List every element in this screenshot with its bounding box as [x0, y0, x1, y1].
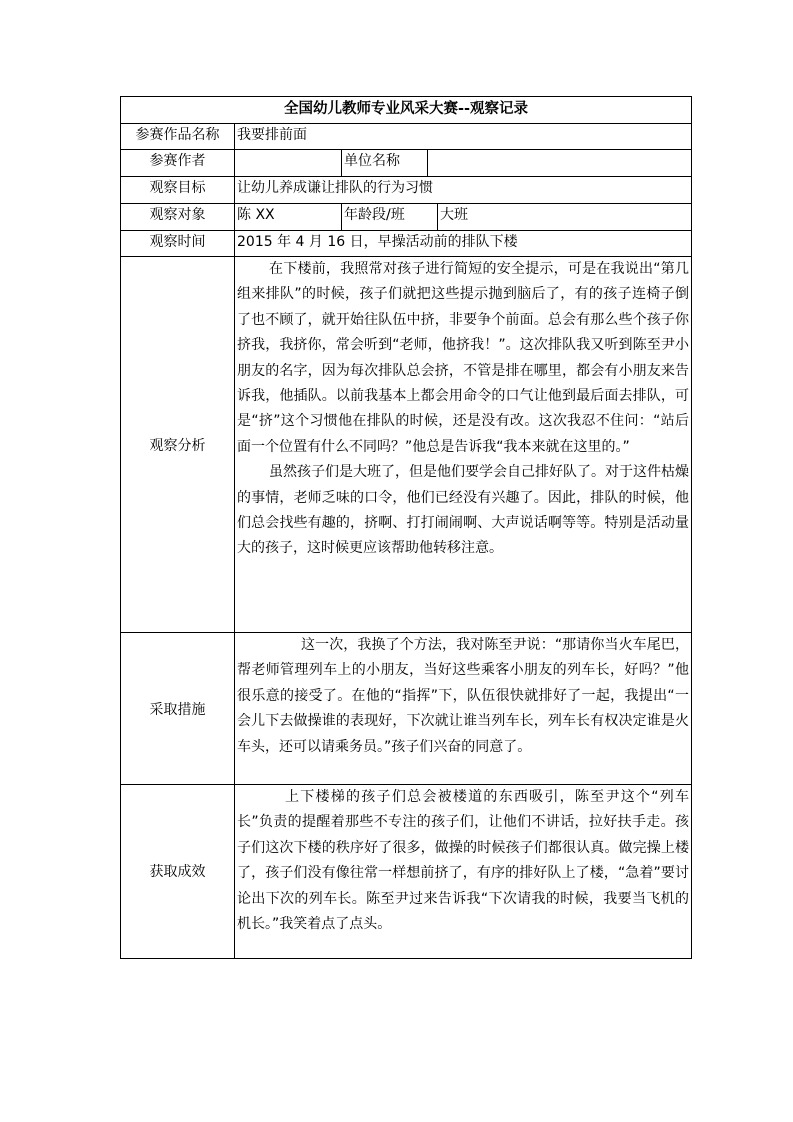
observation-subject-value: 陈 XX [237, 207, 275, 223]
results-label: 获取成效 [149, 864, 206, 880]
observation-subject-label: 观察对象 [149, 207, 206, 223]
work-name-value: 我要排前面 [237, 127, 307, 143]
work-name-label: 参赛作品名称 [135, 127, 220, 143]
measures-label: 采取措施 [149, 702, 206, 718]
measures-paragraph-1: 这一次，我换了个方法，我对陈至尹说：“那请你当火车尾巴，帮老师管理列车上的小朋友，当好这些乘客小朋友的列车长，好吗？”他很乐意的接受了。在他的“指挥”下，队伍很快就排好了一起，我提出“一会儿下去做操谁的表现好，下次就让谁当列车长，列车长有权决定谁是火车头，还可以请乘务员。”孩子们兴奋的同意了。 [237, 637, 689, 755]
observation-goal-label: 观察目标 [149, 180, 206, 196]
results-content [235, 785, 691, 958]
results-paragraph-1: 上下楼梯的孩子们总会被楼道的东西吸引，陈至尹这个“列车长”负责的提醒着那些不专注的孩子们，让他们不讲话，拉好扶手走。孩子们这次下楼的秩序好了很多，做操的时候孩子们都很认真。做完操上楼了，孩子们没有像往常一样想前挤了，有序的排好队上了楼，“急着”要讨论出下次的列车长。陈至尹过来告诉我“下次请我的时候，我要当飞机的机长。”我笑着点了点头。 [237, 789, 689, 933]
unit-name-value [428, 149, 691, 176]
age-group-label: 年龄段/班 [344, 207, 405, 223]
analysis-content [235, 257, 691, 632]
analysis-paragraph-2: 虽然孩子们是大班了，但是他们要学会自己排好队了。对于这件枯燥的事情，老师乏味的口令，他们已经没有兴趣了。因此，排队的时候，他们总会找些有趣的，挤啊、打打闹闹啊、大声说话啊等等。特别是活动量大的孩子，这时候更应该帮助他转移注意。 [237, 464, 689, 557]
observation-time-value: 2015 年 4 月 16 日，早操活动前的排队下楼 [237, 234, 518, 250]
author-value [235, 149, 341, 176]
document-title: 全国幼儿教师专业风采大赛--观察记录 [283, 101, 529, 117]
analysis-label: 观察分析 [149, 438, 206, 454]
unit-name-label: 单位名称 [344, 153, 400, 169]
age-group-value: 大班 [440, 207, 468, 223]
author-label: 参赛作者 [149, 153, 206, 169]
observation-goal-value: 让幼儿养成谦让排队的行为习惯 [237, 180, 433, 196]
observation-time-label: 观察时间 [149, 234, 206, 250]
analysis-paragraph-1: 在下楼前，我照常对孩子进行简短的安全提示，可是在我说出“第几组来排队”的时候，孩子们就把这些提示抛到脑后了，有的孩子连椅子倒了也不顾了，就开始往队伍中挤，非要争个前面。总会有那么些个孩子你挤我，我挤你，常会听到“老师，他挤我！”。这次排队我又听到陈至尹小朋友的名字，因为每次排队总会挤，不管是排在哪里，都会有小朋友来告诉我，他插队。以前我基本上都会用命令的口气让他到最后面去排队，可是“挤”这个习惯他在排队的时候，还是没有改。这次我忍不住问：“站后面一个位置有什么不同吗？”他总是告诉我“我本来就在这里的。” [237, 261, 689, 455]
measures-content [235, 633, 691, 784]
observation-record-table [120, 96, 692, 959]
